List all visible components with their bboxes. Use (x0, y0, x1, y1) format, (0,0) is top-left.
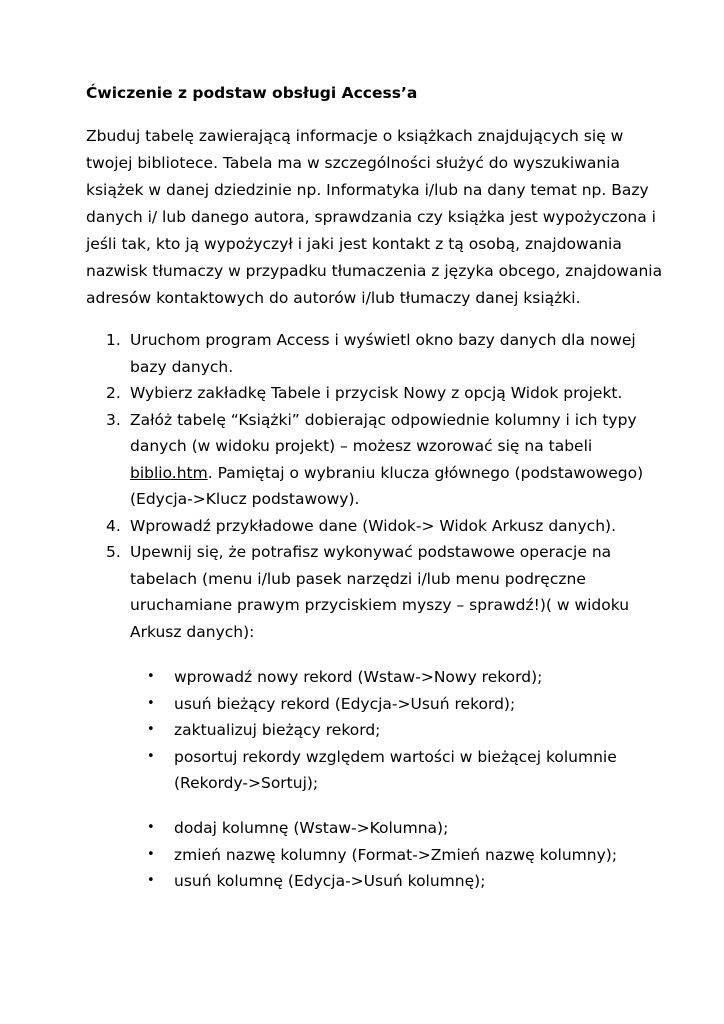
bullet-text: zaktualizuj bieżący rekord; (174, 721, 381, 739)
intro-line: jeśli tak, kto ją wypożyczył i jaki jest kontakt z tą osobą, znajdowania (86, 235, 622, 253)
bullet-text: dodaj kolumnę (Wstaw->Kolumna); (174, 819, 449, 837)
intro-line: książek w danej dziedzinie np. Informatyka i/lub na dany temat np. Bazy (86, 181, 649, 199)
step-text: bazy danych. (130, 357, 234, 376)
bullet-text: wprowadź nowy rekord (Wstaw->Nowy rekord); (174, 668, 543, 686)
intro-line: nazwisk tłumaczy w przypadku tłumaczenia z języka obcego, znajdowania (86, 262, 663, 280)
list-item (86, 327, 686, 380)
bullet-text: zmień nazwę kolumny (Format->Zmień nazwę kolumny); (174, 845, 618, 864)
step-text-with-link (130, 460, 686, 487)
step-number: 4. (106, 516, 121, 535)
intro-line: Zbuduj tabelę zawierającą informacje o książkach znajdujących się w (86, 127, 624, 145)
bullet-text: posortuj rekordy względem wartości w bieżącej kolumnie (174, 747, 617, 766)
step-text: tabelach (menu i/lub pasek narzędzi i/lub menu podręczne (130, 569, 586, 588)
bullet-list-records (86, 664, 686, 797)
bullet-icon: • (147, 873, 155, 888)
bullet-icon: • (147, 820, 155, 835)
list-item (86, 744, 686, 797)
list-item (86, 380, 686, 407)
step-number: 3. (106, 410, 121, 429)
intro-line: adresów kontaktowych do autorów i/lub tłumaczy danej książki. (86, 289, 581, 307)
numbered-steps-list (86, 327, 686, 645)
bullet-text: usuń kolumnę (Edycja->Usuń kolumnę); (174, 872, 486, 890)
step-text: Wybierz zakładkę Tabele i przycisk Nowy z opcją Widok projekt. (130, 384, 623, 402)
bullet-icon: • (147, 748, 155, 764)
bullet-icon: • (147, 846, 155, 862)
step-text: danych (w widoku projekt) – możesz wzorować się na tabeli (130, 437, 593, 455)
list-item (86, 539, 686, 645)
list-item (86, 664, 686, 691)
step-text: Uruchom program Access i wyświetl okno bazy danych dla nowej (130, 331, 636, 349)
step-text: Arkusz danych): (130, 622, 255, 641)
document-title: Ćwiczenie z podstaw obsługi Access’a (86, 84, 418, 102)
intro-line: twojej bibliotece. Tabela ma w szczególności służyć do wyszukiwania (86, 154, 621, 172)
step-text: Upewnij się, że potrafisz wykonywać podstawowe operacje na (130, 543, 612, 561)
biblio-link[interactable]: biblio.htm (130, 463, 208, 482)
step-text: Załóż tabelę “Książki” dobierając odpowiednie kolumny i ich typy (130, 410, 637, 429)
bullet-icon: • (147, 695, 155, 711)
list-item (86, 815, 686, 842)
step-text: Wprowadź przykładowe dane (Widok-> Widok Arkusz danych). (130, 516, 616, 535)
bullet-text: (Rekordy->Sortuj); (174, 774, 319, 792)
list-item (86, 717, 686, 744)
bullet-icon: • (147, 669, 155, 684)
step-number: 5. (106, 543, 121, 561)
bullet-text: usuń bieżący rekord (Edycja->Usuń rekord); (174, 694, 516, 713)
step-number: 2. (106, 384, 121, 402)
bullet-icon: • (147, 722, 155, 737)
step-text: (Edycja->Klucz podstawowy). (130, 490, 360, 508)
intro-paragraph (86, 123, 662, 312)
list-item (86, 868, 686, 895)
list-item (86, 842, 686, 869)
step-text: . Pamiętaj o wybraniu klucza głównego (podstawowego) (207, 463, 644, 482)
list-item (86, 407, 686, 513)
step-number: 1. (106, 331, 121, 349)
step-text: uruchamiane prawym przyciskiem myszy – sprawdź!)( w widoku (130, 596, 630, 614)
list-item (86, 513, 686, 540)
list-item (86, 691, 686, 718)
intro-line: danych i/ lub danego autora, sprawdzania czy książka jest wypożyczona i (86, 208, 656, 226)
bullet-list-columns (86, 815, 686, 895)
